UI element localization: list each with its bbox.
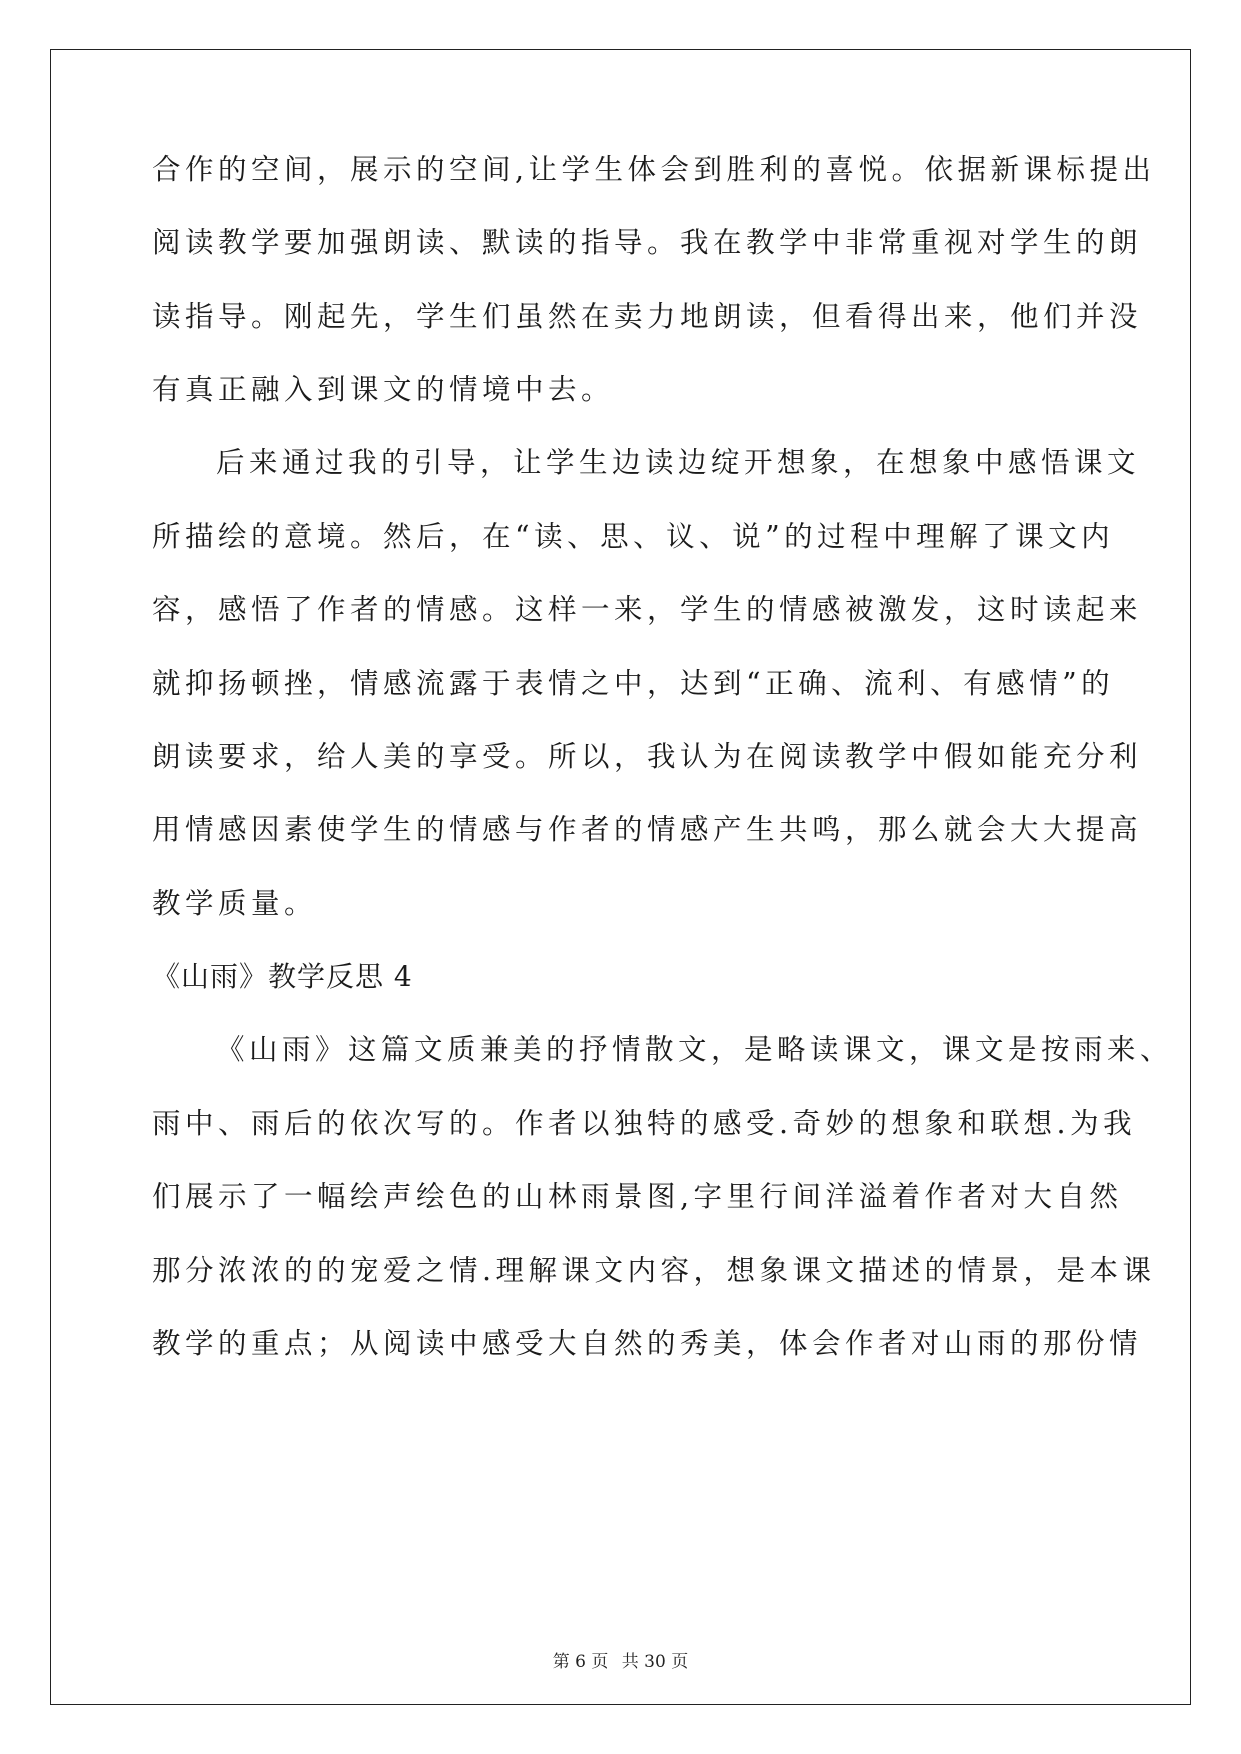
paragraph2-line-4: 就抑扬顿挫，情感流露于表情之中，达到“正确、流利、有感情”的 — [152, 667, 1115, 700]
paragraph3-line-3: 们展示了一幅绘声绘色的山林雨景图,字里行间洋溢着作者对大自然 — [152, 1180, 1123, 1213]
paragraph3-line-1: 《山雨》这篇文质兼美的抒情散文，是略读课文，课文是按雨来、 — [216, 1033, 1174, 1066]
paragraph1-line-2: 阅读教学要加强朗读、默读的指导。我在教学中非常重视对学生的朗 — [152, 226, 1143, 259]
paragraph2-line-5: 朗读要求，给人美的享受。所以，我认为在阅读教学中假如能充分利 — [152, 740, 1143, 773]
paragraph2-line-2: 所描绘的意境。然后，在“读、思、议、说”的过程中理解了课文内 — [152, 520, 1115, 553]
total-pages: 共 30 页 — [621, 1652, 689, 1672]
paragraph3-line-2: 雨中、雨后的依次写的。作者以独特的感受.奇妙的想象和联想.为我 — [152, 1107, 1137, 1140]
paragraph3-line-5: 教学的重点；从阅读中感受大自然的秀美，体会作者对山雨的那份情 — [152, 1327, 1143, 1360]
paragraph1-line-3: 读指导。刚起先，学生们虽然在卖力地朗读，但看得出来，他们并没 — [152, 300, 1143, 333]
section-heading: 《山雨》教学反思 4 — [152, 960, 413, 993]
paragraph3-line-4: 那分浓浓的的宠爱之情.理解课文内容，想象课文描述的情景，是本课 — [152, 1254, 1156, 1287]
paragraph2-line-1: 后来通过我的引导，让学生边读边绽开想象，在想象中感悟课文 — [216, 446, 1141, 479]
paragraph1-line-4: 有真正融入到课文的情境中去。 — [152, 373, 615, 406]
paragraph2-line-3: 容，感悟了作者的情感。这样一来，学生的情感被激发，这时读起来 — [152, 593, 1143, 626]
paragraph1-line-1: 合作的空间，展示的空间,让学生体会到胜利的喜悦。依据新课标提出 — [152, 153, 1156, 186]
paragraph2-line-6: 用情感因素使学生的情感与作者的情感产生共鸣，那么就会大大提高 — [152, 813, 1143, 846]
page-number: 第 6 页 — [552, 1652, 609, 1672]
paragraph2-line-7: 教学质量。 — [152, 887, 318, 920]
page-footer — [0, 1650, 1241, 1674]
